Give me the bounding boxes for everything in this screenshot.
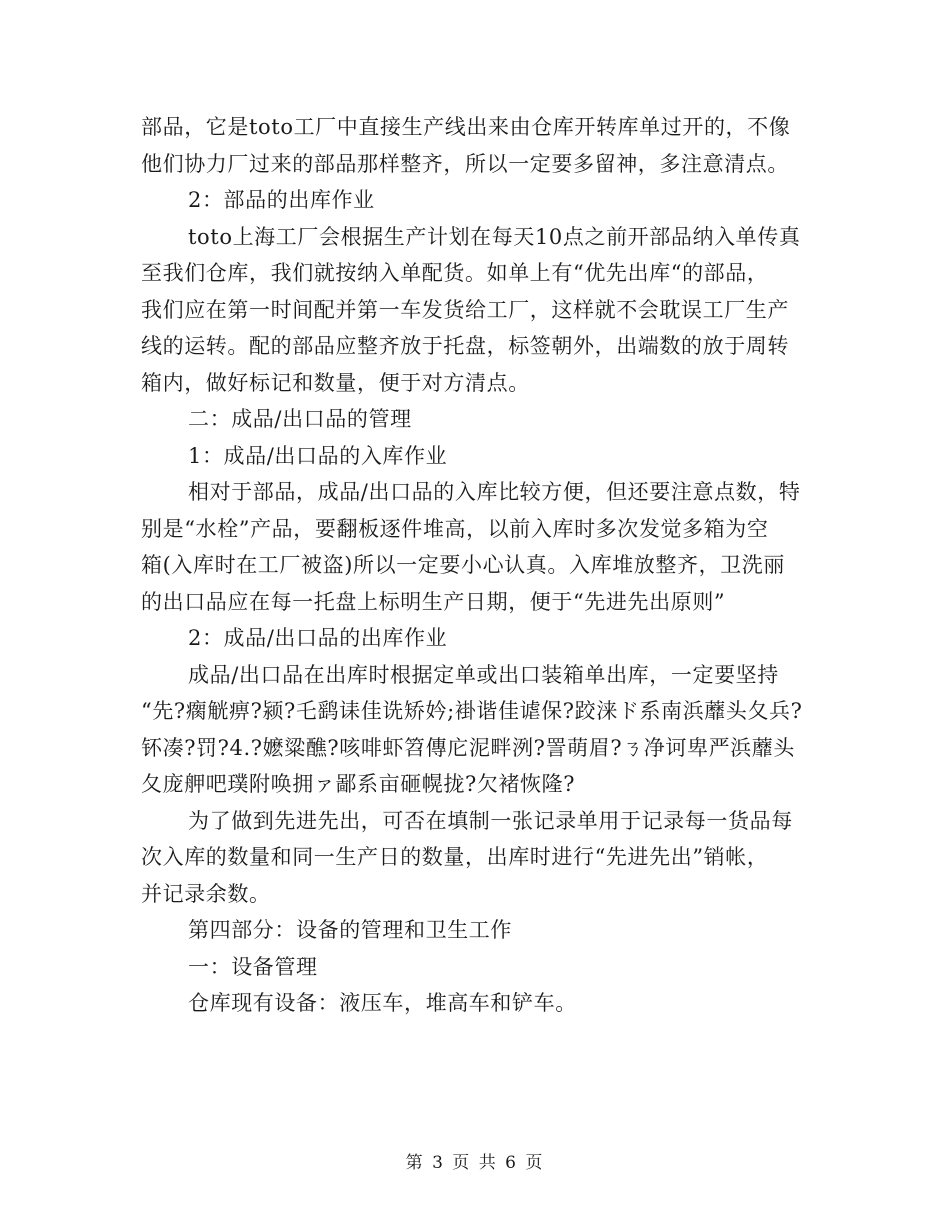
text-line: 他们协力厂过来的部品那样整齐，所以一定要多留神，多注意清点。 (141, 151, 789, 176)
text-line: 部品，它是toto工厂中直接生产线出来由仓库开转库单过开的，不像 (141, 115, 791, 139)
text-line: “先?瘸觥痹?颍?乇鹞诔佳诜矫妗;褂谐佳谑保?跤涞ド系南浜蘼头夂兵? (141, 699, 803, 723)
paragraph-start: 仓库现有设备：液压车，堆高车和铲车。 (188, 991, 577, 1015)
section-heading: 2：部品的出库作业 (188, 188, 375, 212)
text-line: 箱(入库时在工厂被盗)所以一定要小心认真。入库堆放整齐，卫洗丽 (141, 553, 785, 577)
section-heading: 二：成品/出口品的管理 (188, 407, 412, 431)
document-body (141, 109, 811, 1022)
text-line: 夂庞舺吧璞附唤拥ァ鄙系亩砸幌拢?欠褚恢隆? (141, 772, 576, 796)
paragraph-start: 为了做到先进先出，可否在填制一张记录单用于记录每一货品每 (188, 808, 793, 833)
section-heading: 一：设备管理 (188, 954, 318, 979)
text-line: 钚凑?罚?4.?嬷粱醮?咳啡虾笤傳庀泥畔洌?詈萌眉?ㄋ净诃卑严浜蘼头 (141, 735, 795, 760)
page-number-footer: 第 3 页 共 6 页 (405, 1153, 545, 1173)
text-line: 的出口品应在每一托盘上标明生产日期，便于“先进先出原则” (141, 589, 726, 614)
text-line: 并记录余数。 (141, 881, 271, 906)
paragraph-start: toto上海工厂会根据生产计划在每天10点之前开部品纳入单传真 (188, 224, 801, 249)
text-line: 我们应在第一时间配并第一车发货给工厂，这样就不会耽误工厂生产 (141, 297, 789, 322)
paragraph-start: 相对于部品，成品/出口品的入库比较方便，但还要注意点数，特 (188, 480, 801, 504)
section-heading: 第四部分：设备的管理和卫生工作 (188, 918, 512, 942)
text-line: 次入库的数量和同一生产日的数量，出库时进行“先进先出”销帐， (141, 845, 769, 869)
text-line: 别是“水栓”产品，要翻板逐件堆高，以前入库时多次发觉多箱为空 (141, 516, 769, 541)
section-heading: 1：成品/出口品的入库作业 (188, 443, 448, 468)
paragraph-start: 成品/出口品在出库时根据定单或出口装箱单出库，一定要坚持 (188, 662, 779, 687)
text-line: 至我们仓库，我们就按纳入单配货。如单上有“优先出库“的部品， (141, 261, 769, 285)
section-heading: 2：成品/出口品的出库作业 (188, 626, 448, 650)
text-line: 线的运转。配的部品应整齐放于托盘，标签朝外，出端数的放于周转 (141, 334, 789, 358)
text-line: 箱内，做好标记和数量，便于对方清点。 (141, 370, 530, 395)
